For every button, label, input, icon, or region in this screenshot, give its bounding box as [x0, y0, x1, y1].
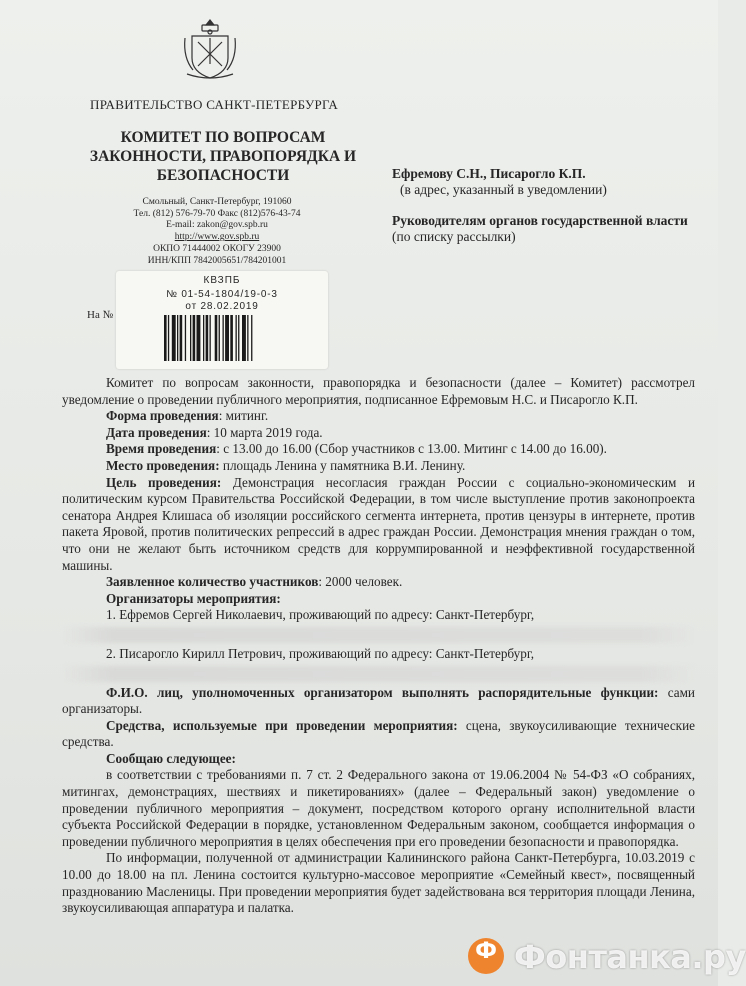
barcode-bar: [190, 315, 191, 361]
organizers-label: Организаторы мероприятия:: [106, 590, 281, 606]
okpo-okogu: ОКПО 71444002 ОКОГУ 23900: [153, 243, 281, 254]
barcode-bar: [247, 315, 248, 361]
redacted-address-2: [62, 666, 695, 682]
means-label: Средства, используемые при проведении мероприятия:: [106, 717, 458, 733]
sticker-date: от 28.02.2019: [185, 301, 259, 312]
barcode-bar: [219, 315, 220, 361]
recipient-heads-note: (по списку рассылки): [392, 229, 516, 244]
fontanka-watermark: [462, 930, 746, 980]
barcode-bar: [185, 315, 186, 361]
barcode-bar: [164, 315, 167, 361]
means-paragraph: [62, 718, 695, 751]
goal-value: Демонстрация несогласия граждан России с социально-экономическим и политическим курсом Правительства Российской Федерации, в том числе выступление против законопроекта сенатора Андрея Клишаса об изоляции российского сегмента интернета, против цензуры в интернете, против пакета Яровой, против политических репрессий в адрес граждан России. Демонстрация мнения граждан о том, что они не желают быть источником средств для коррумпированной и неэффективной государственной машины.: [62, 474, 696, 573]
fontanka-logo-symbol: Ф: [475, 939, 497, 964]
barcode-bar: [236, 315, 237, 361]
inn-kpp: ИНН/КПП 7842005651/784201001: [147, 255, 287, 266]
form-label: Форма проведения: [106, 408, 219, 424]
website-link[interactable]: http://www.gov.spb.ru: [174, 232, 260, 243]
date-line: [62, 425, 695, 442]
recipient-heads: Руководителям органов государственной власти: [392, 213, 688, 228]
organizer-1: 1. Ефремов Сергей Николаевич, проживающий по адресу: Санкт-Петербург,: [106, 607, 535, 623]
contact-block: [112, 197, 322, 267]
redacted-address-1: [62, 627, 695, 643]
place-label: Место проведения:: [106, 457, 220, 473]
count-line: [62, 574, 695, 591]
place-line: [62, 458, 695, 475]
barcode-bar: [197, 315, 201, 361]
sticker-org: КВЗПБ: [203, 275, 241, 286]
barcode-bar: [172, 315, 176, 361]
committee-line: ЗАКОННОСТИ, ПРАВОПОРЯДКА И: [89, 148, 357, 165]
time-value: : с 13.00 до 16.00 (Сбор участников с 13.00. Митинг с 14.00 до 16.00).: [216, 441, 607, 457]
barcode-icon: [164, 315, 282, 361]
watermark-text: Фонтанка.ру: [514, 938, 746, 976]
committee-line: БЕЗОПАСНОСТИ: [156, 167, 290, 184]
barcode-bar: [238, 315, 239, 361]
form-line: [62, 408, 695, 425]
form-value: : митинг.: [218, 408, 269, 424]
barcode-bar: [180, 315, 183, 361]
time-line: [62, 441, 695, 458]
count-label: Заявленное количество участников: [106, 574, 319, 590]
government-name: ПРАВИТЕЛЬСТВО САНКТ-ПЕТЕРБУРГА: [90, 97, 339, 112]
date-label: Дата проведения: [106, 424, 207, 440]
committee-name: [78, 128, 368, 185]
registration-sticker: [116, 271, 328, 369]
persons-paragraph: [62, 685, 695, 718]
time-label: Время проведения: [106, 441, 217, 457]
organizer-2: 2. Писарогло Кирилл Петрович, проживающий по адресу: Санкт-Петербург,: [106, 645, 535, 661]
phone-fax: Тел. (812) 576-79-70 Факс (812)576-43-74: [133, 208, 301, 219]
report-paragraph-1: в соответствии с требованиями п. 7 ст. 2 Федерального закона от 19.06.2004 № 54-ФЗ «О собраниях, митингах, демонстрациях, шествиях и пикетированиях» (далее – Федеральный закон) уведомление о проведении публичного мероприятия – документ, посредством которого органу исполнительной власти субъекта Российской Федерации в порядке, установленном Федеральным законом, сообщается информация о проведении публичного мероприятия в целях обеспечения при его проведении безопасности и правопорядка.: [62, 767, 695, 849]
recipients-block: [392, 166, 692, 245]
barcode-bar: [215, 315, 218, 361]
committee-line: КОМИТЕТ ПО ВОПРОСАМ: [120, 129, 326, 146]
place-value: площадь Ленина у памятника В.И. Ленину.: [219, 457, 466, 473]
barcode-bar: [223, 315, 224, 361]
date-value: : 10 марта 2019 года.: [206, 424, 323, 440]
count-value: : 2000 человек.: [318, 574, 403, 590]
reference-label: На №: [87, 309, 114, 321]
persons-label: Ф.И.О. лиц, уполномоченных организатором выполнять распорядительные функции:: [106, 684, 659, 700]
persons-value: сами организаторы.: [62, 684, 695, 717]
report-paragraph-2: По информации, полученной от администрации Калининского района Санкт-Петербурга, 10.03.2019 с 10.00 до 18.00 на пл. Ленина состоится культурно-массовое мероприятие «Семейный квест», посвященный празднованию Масленицы. При проведении мероприятия будет задействована вся территория площади Ленина, звукоусиливающая аппаратура и палатка.: [62, 850, 695, 916]
recipient-names: Ефремову С.Н., Писарогло К.П.: [392, 166, 586, 181]
barcode-bar: [206, 315, 209, 361]
letter-body: [62, 375, 695, 917]
postal-address: Смольный, Санкт-Петербург, 191060: [142, 197, 292, 207]
means-value: сцена, звукоусиливающие технические средства.: [62, 717, 695, 750]
barcode-bar: [210, 315, 211, 361]
barcode-bar: [203, 315, 204, 361]
recipient-names-note: (в адрес, указанный в уведомлении): [400, 182, 607, 197]
goal-paragraph: [62, 475, 695, 575]
barcode-bar: [168, 315, 169, 361]
barcode-bar: [251, 315, 252, 361]
intro-paragraph: Комитет по вопросам законности, правопорядка и безопасности (далее – Комитет) рассмотрел уведомление о проведении публичного мероприятия, подписанное Ефремовым Н.С. и Писарогло К.П.: [62, 375, 695, 407]
barcode-bar: [177, 315, 178, 361]
sticker-number: № 01-54-1804/19-0-3: [166, 289, 278, 300]
barcode-bar: [193, 315, 196, 361]
spb-coat-of-arms-icon: [182, 18, 238, 82]
barcode-bar: [230, 315, 233, 361]
barcode-bar: [225, 315, 229, 361]
goal-label: Цель проведения:: [106, 474, 222, 490]
barcode-bar: [242, 315, 246, 361]
email: E-mail: zakon@gov.spb.ru: [166, 220, 268, 231]
report-label: Сообщаю следующее:: [106, 750, 236, 766]
